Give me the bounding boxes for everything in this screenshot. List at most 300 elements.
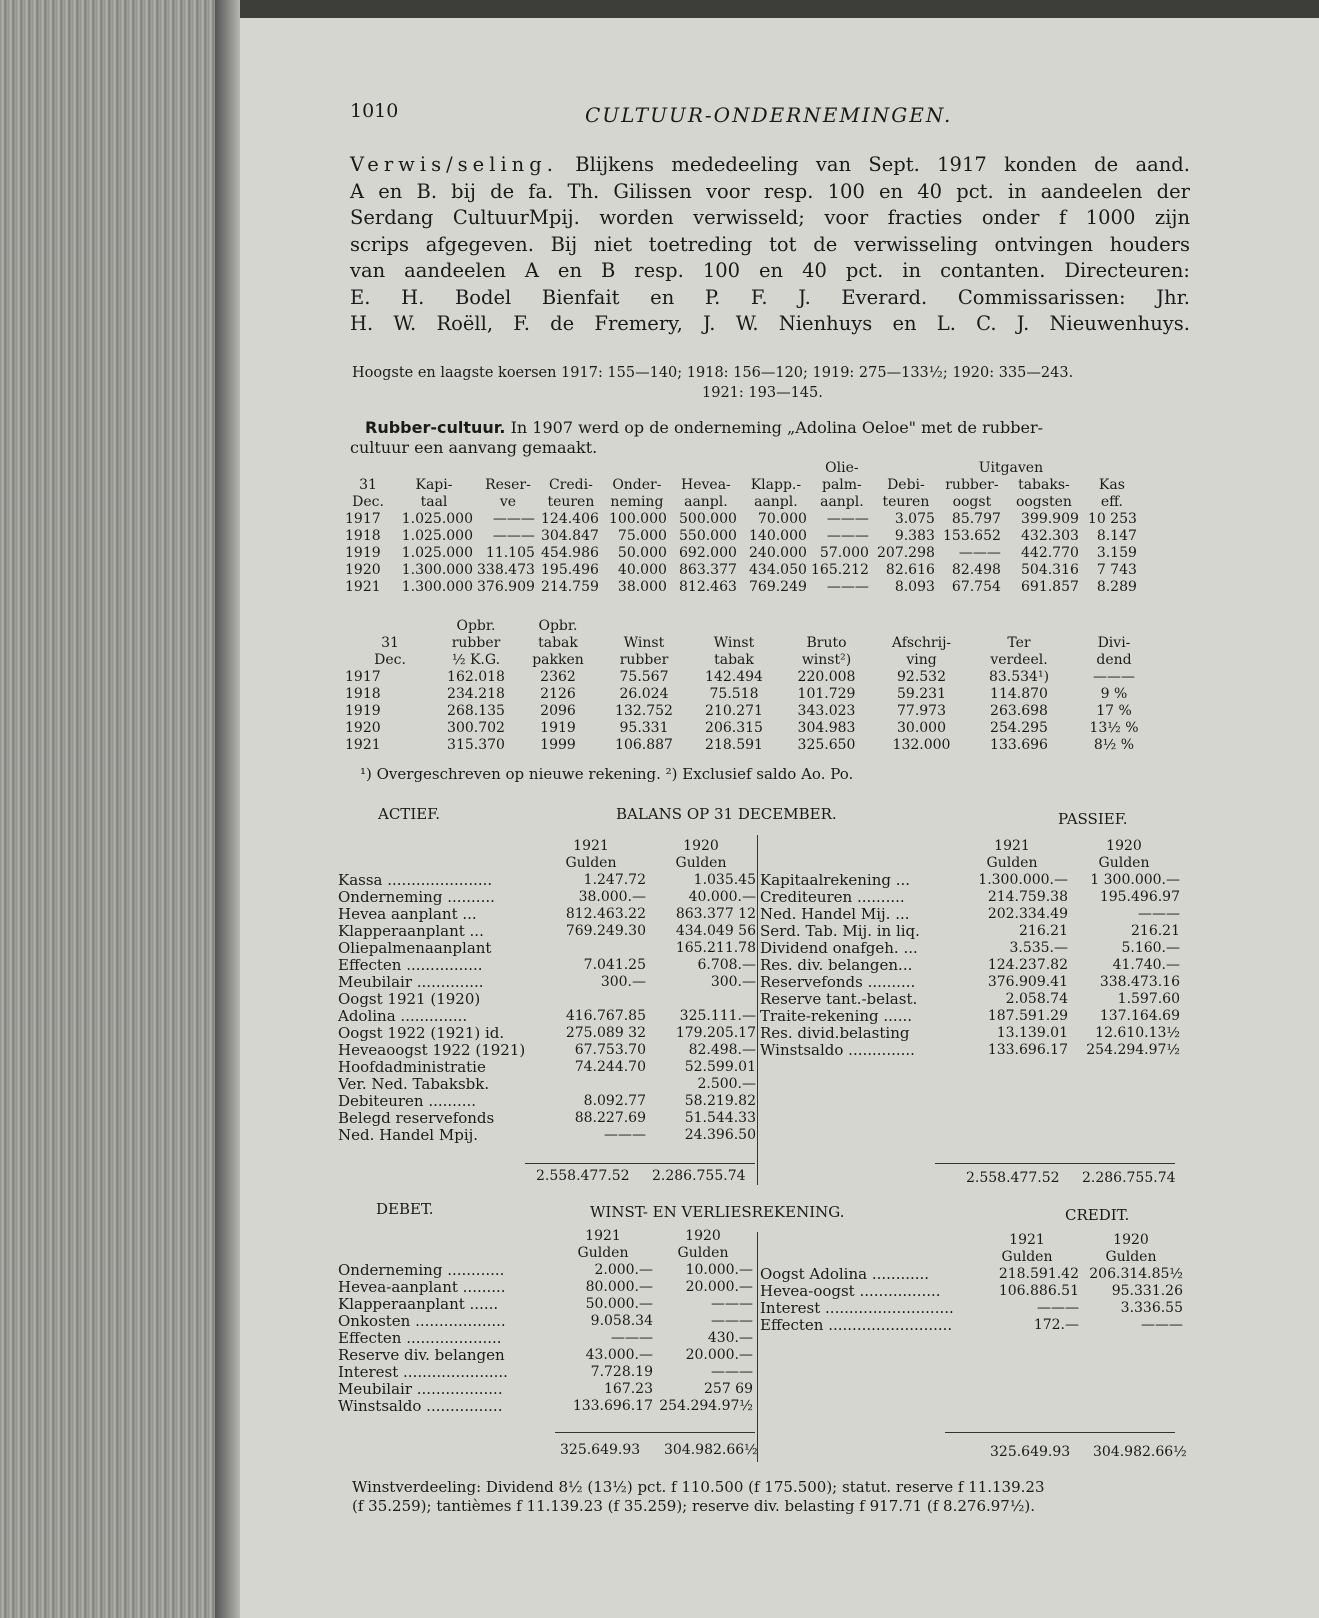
debet-value-1921: 50.000.—: [585, 1296, 653, 1312]
passief-label: Winstsaldo ..............: [760, 1041, 915, 1059]
debet-label: Reserve div. belangen: [338, 1346, 505, 1364]
table1-header-top: [345, 460, 1141, 477]
debet-year-header: [338, 1228, 753, 1245]
passief-label: Res. div. belangen...: [760, 956, 913, 974]
debet-value-1920: ———: [711, 1296, 753, 1312]
actief-value-1920: [646, 991, 756, 1008]
actief-value-1920: 24.396.50: [684, 1127, 756, 1143]
debet-value-1921: 133.696.17: [572, 1398, 653, 1414]
table2-row: [345, 720, 1159, 737]
credit-value-1921: 218.591.42: [998, 1266, 1079, 1282]
winst-credit-table: [760, 1232, 1183, 1334]
table1-row: [345, 579, 1141, 596]
actief-header-blank: [338, 855, 536, 872]
debet-row: [338, 1262, 753, 1279]
table1-header-top-cell: Uitgaven: [978, 460, 1044, 476]
debet-row: [338, 1330, 753, 1347]
debet-value-1920: ———: [711, 1313, 753, 1329]
debet-value-1921: 7.728.19: [590, 1364, 653, 1380]
passief-year: 1921: [994, 838, 1030, 854]
table2-header-cell: 31: [381, 635, 399, 651]
debet-value-1921: 9.058.34: [590, 1313, 653, 1329]
table2-cell: 315.370: [447, 737, 505, 753]
actief-row: [338, 1110, 756, 1127]
actief-value-1920: 40.000.—: [688, 889, 756, 905]
passief-label: Crediteuren ..........: [760, 888, 905, 906]
table2-header-cell: Opbr.: [456, 618, 496, 634]
table1-header-top-cell: [345, 460, 391, 477]
passief-value-1920: 1.597.60: [1117, 991, 1180, 1007]
table2-header-row: [345, 635, 1159, 652]
actief-unit: Gulden: [675, 855, 727, 871]
actief-label: Klapperaanplant ...: [338, 922, 484, 940]
credit-header-blank: [760, 1232, 975, 1249]
debet-row: [338, 1347, 753, 1364]
actief-row: [338, 991, 756, 1008]
actief-value-1921: 67.753.70: [574, 1042, 646, 1058]
table1-cell: 140.000: [749, 528, 807, 544]
intro-line: [350, 311, 1190, 338]
table2-cell: 106.887: [615, 737, 673, 753]
actief-label: Effecten ................: [338, 956, 483, 974]
table1-cell: 1.300.000: [401, 579, 473, 595]
actief-value-1921: 275.089 32: [565, 1025, 646, 1041]
table1-row: [345, 545, 1141, 562]
table1-cell: 10 253: [1087, 511, 1137, 527]
credit-value-1920: 3.336.55: [1120, 1300, 1183, 1316]
table2-cell: 2362: [540, 669, 576, 685]
table1-cell: 500.000: [679, 511, 737, 527]
book-spine: [0, 0, 235, 1618]
table2-cell: 95.331: [619, 720, 669, 736]
table1-cell: 1918: [345, 528, 381, 544]
table1-cell: 863.377: [679, 562, 737, 578]
actief-year: 1921: [573, 838, 609, 854]
balans-actief-total-1921: 2.558.477.52: [536, 1168, 630, 1184]
debet-value-1921: 167.23: [604, 1381, 653, 1397]
table2-cell: 9 %: [1100, 686, 1128, 702]
passief-value-1921: 187.591.29: [987, 1008, 1068, 1024]
intro-line-text: Serdang CultuurMpij. worden verwisseld; voor fracties onder f 1000 zijn: [350, 206, 1190, 229]
table2-header-cell: [689, 618, 779, 635]
passief-value-1921: 376.909.41: [987, 974, 1068, 990]
passief-row: [760, 974, 1180, 991]
actief-value-1921: [536, 991, 646, 1008]
table1-cell: 67.754: [951, 579, 1001, 595]
table1-header-cell: palm-: [822, 477, 862, 493]
credit-value-1921: 172.—: [1033, 1317, 1079, 1333]
table2-cell: 162.018: [447, 669, 505, 685]
passief-row: [760, 1008, 1180, 1025]
winst-credit-title: CREDIT.: [1065, 1206, 1130, 1224]
table1-header-top-cell: Olie-: [825, 460, 859, 476]
winst-credit-rule: [945, 1432, 1175, 1433]
passief-label: Kapitaalrekening ...: [760, 871, 911, 889]
table1-cell: 1920: [345, 562, 381, 578]
balans-actief-table: [338, 838, 756, 1144]
table2-cell: 218.591: [705, 737, 763, 753]
credit-label: Interest ...........................: [760, 1299, 954, 1317]
table2-header-cell: Divi-: [1097, 635, 1131, 651]
table1-cell: 691.857: [1021, 579, 1079, 595]
table2-cell: 17 %: [1096, 703, 1132, 719]
actief-value-1921: 38.000.—: [578, 889, 646, 905]
koersen-line-2: 1921: 193—145.: [702, 385, 823, 401]
debet-year: 1921: [585, 1228, 621, 1244]
table2-header-cell: Dec.: [374, 652, 406, 668]
table1-cell: 165.212: [811, 562, 869, 578]
table2-cell: 101.729: [797, 686, 856, 702]
passief-value-1921: 13.139.01: [996, 1025, 1068, 1041]
debet-label: Meubilair ..................: [338, 1380, 503, 1398]
table1-header-top-cell: [741, 460, 811, 477]
debet-row: [338, 1398, 753, 1415]
table2-cell: 343.023: [797, 703, 856, 719]
rubber-section-text-2: cultuur een aanvang gemaakt.: [350, 438, 598, 457]
credit-label: Effecten ..........................: [760, 1316, 953, 1334]
actief-value-1920: 300.—: [710, 974, 756, 990]
debet-header-blank: [338, 1228, 553, 1245]
passief-value-1920: 137.164.69: [1099, 1008, 1180, 1024]
passief-row: [760, 872, 1180, 889]
table1-header-cell: Credi-: [548, 477, 593, 493]
table1-header-cell: Hevea-: [681, 477, 731, 493]
debet-label: Klapperaanplant ......: [338, 1295, 499, 1313]
passief-value-1921: 214.759.38: [987, 889, 1068, 905]
table2-cell: 1919: [345, 703, 381, 719]
actief-value-1920: 82.498.—: [688, 1042, 756, 1058]
passief-value-1920: 1 300.000.—: [1090, 872, 1180, 888]
passief-header-blank: [760, 855, 956, 872]
table2-cell: 206.315: [705, 720, 763, 736]
debet-label: Winstsaldo ................: [338, 1397, 503, 1415]
passief-value-1920: 338.473.16: [1099, 974, 1180, 990]
actief-label: Oliepalmenaanplant: [338, 939, 492, 957]
passief-value-1920: 254.294.97½: [1086, 1042, 1180, 1058]
balans-actief-title: ACTIEF.: [378, 805, 441, 823]
table1-cell: 812.463: [679, 579, 737, 595]
actief-value-1921: 8.092.77: [583, 1093, 646, 1109]
actief-row: [338, 872, 756, 889]
winst-credit-total-1920: 304.982.66½: [1093, 1444, 1187, 1460]
actief-row: [338, 1127, 756, 1144]
table2-header-cell: rubber: [619, 652, 669, 668]
passief-unit: Gulden: [986, 855, 1038, 871]
table2-header-cell: Ter: [1007, 635, 1031, 651]
table1-cell: 7 743: [1096, 562, 1137, 578]
table2-cell: 304.983: [797, 720, 856, 736]
actief-label: Ver. Ned. Tabaksbk.: [338, 1075, 490, 1093]
table1-header-row: [345, 477, 1141, 494]
balans-actief-total-1920: 2.286.755.74: [652, 1168, 746, 1184]
table2-cell: 325.650: [797, 737, 856, 753]
debet-value-1921: 43.000.—: [585, 1347, 653, 1363]
debet-value-1920: 20.000.—: [685, 1279, 753, 1295]
passief-value-1921: 124.237.82: [987, 957, 1068, 973]
passief-year: 1920: [1106, 838, 1142, 854]
table1-cell: 240.000: [749, 545, 807, 561]
actief-value-1921: 300.—: [600, 974, 646, 990]
table2-header-cell: pakken: [532, 652, 584, 668]
debet-row: [338, 1381, 753, 1398]
table1-cell: 3.075: [894, 511, 935, 527]
debet-value-1920: 254.294.97½: [659, 1398, 753, 1414]
debet-label: Onkosten ...................: [338, 1312, 506, 1330]
table1-cell: 70.000: [757, 511, 807, 527]
passief-row: [760, 991, 1180, 1008]
actief-row: [338, 974, 756, 991]
winstverdeeling-note: [352, 1478, 1045, 1516]
table2-cell: 142.494: [705, 669, 763, 685]
passief-header-blank: [760, 838, 956, 855]
table2-cell: 75.567: [619, 669, 669, 685]
table2-header-cell: verdeel.: [990, 652, 1048, 668]
table2-cell: 254.295: [990, 720, 1048, 736]
table1-cell: 304.847: [541, 528, 599, 544]
table2-cell: ———: [1093, 669, 1135, 685]
actief-value-1920: 434.049 56: [675, 923, 756, 939]
table1-cell: 1.025.000: [401, 528, 473, 544]
table2-row: [345, 703, 1159, 720]
table1-cell: 1921: [345, 579, 381, 595]
balans-divider: [757, 835, 758, 1185]
table1-header-cell: Dec.: [352, 494, 384, 510]
winst-debet-table: [338, 1228, 753, 1415]
winst-debet-title: DEBET.: [376, 1200, 434, 1218]
actief-value-1921: [536, 1076, 646, 1093]
actief-label: Adolina ..............: [338, 1007, 468, 1025]
credit-row: [760, 1266, 1183, 1283]
actief-year-header: [338, 838, 756, 855]
credit-row: [760, 1283, 1183, 1300]
table1-header-top-cell: [477, 460, 539, 477]
table2-row: [345, 669, 1159, 686]
table1-header-cell: oogsten: [1015, 494, 1072, 510]
table1-header-cell: Reser-: [485, 477, 531, 493]
table1-header-top-cell: [539, 460, 603, 477]
table1-header-top-cell: [391, 460, 477, 477]
intro-line-text: van aandeelen A en B resp. 100 en 40 pct. in contanten. Directeuren:: [350, 259, 1190, 282]
financial-table-1: [345, 460, 1141, 596]
table1-header-cell: Onder-: [612, 477, 662, 493]
debet-header-blank: [338, 1245, 553, 1262]
table1-cell: 3.159: [1096, 545, 1137, 561]
table-footnote: ¹) Overgeschreven op nieuwe rekening. ²) Exclusief saldo Ao. Po.: [360, 765, 854, 783]
table2-header-cell: [779, 618, 874, 635]
passief-value-1921: 202.334.49: [987, 906, 1068, 922]
actief-label: Kassa ......................: [338, 871, 493, 889]
actief-label: Heveaoogst 1922 (1921): [338, 1041, 526, 1059]
table1-cell: 85.797: [951, 511, 1001, 527]
debet-row: [338, 1296, 753, 1313]
financial-table-2: [345, 618, 1159, 754]
credit-row: [760, 1300, 1183, 1317]
intro-line-text: E. H. Bodel Bienfait en P. F. J. Everard. Commissarissen: Jhr.: [350, 285, 1190, 309]
table1-cell: 214.759: [541, 579, 599, 595]
table1-header-cell: teuren: [882, 494, 930, 510]
table2-cell: 132.000: [892, 737, 951, 753]
table2-cell: 1918: [345, 686, 381, 702]
table2-cell: 300.702: [447, 720, 505, 736]
table1-cell: 75.000: [617, 528, 667, 544]
table1-cell: 195.496: [541, 562, 599, 578]
table2-header-cell: winst²): [801, 652, 852, 668]
table1-header-cell: Kapi-: [415, 477, 453, 493]
actief-row: [338, 940, 756, 957]
debet-row: [338, 1313, 753, 1330]
intro-spaced-lead: Verwis/seling.: [350, 153, 558, 176]
passief-row: [760, 1025, 1180, 1042]
passief-value-1921: 3.535.—: [1009, 940, 1068, 956]
credit-unit: Gulden: [1001, 1249, 1053, 1265]
credit-label: Hevea-oogst .................: [760, 1282, 941, 1300]
intro-line: [350, 152, 1190, 179]
table1-header-cell: oogst: [952, 494, 992, 510]
table2-header-cell: dend: [1096, 652, 1132, 668]
table1-header-row: [345, 494, 1141, 511]
credit-value-1921: 106.886.51: [998, 1283, 1079, 1299]
passief-value-1921: 133.696.17: [987, 1042, 1068, 1058]
actief-row: [338, 889, 756, 906]
table1-header-cell: neming: [610, 494, 664, 510]
table2-header-row: [345, 618, 1159, 635]
balans-passief-title: PASSIEF.: [1058, 810, 1128, 828]
credit-row: [760, 1317, 1183, 1334]
table1-cell: 432.303: [1021, 528, 1079, 544]
credit-header-blank: [760, 1249, 975, 1266]
table1-cell: ———: [826, 528, 869, 544]
winst-credit-total-1921: 325.649.93: [990, 1444, 1071, 1460]
intro-line: [350, 285, 1190, 312]
debet-label: Effecten ....................: [338, 1329, 502, 1347]
table1-header-cell: aanpl.: [684, 494, 728, 510]
balans-actief-rule: [525, 1163, 755, 1164]
actief-label: Debiteuren ..........: [338, 1092, 477, 1110]
debet-label: Hevea-aanplant .........: [338, 1278, 506, 1296]
table2-cell: 83.534¹): [988, 669, 1050, 685]
table1-cell: 454.986: [541, 545, 599, 561]
table1-cell: 434.050: [749, 562, 807, 578]
intro-line-text: Blijkens mededeeling van Sept. 1917 konden de aand.: [557, 153, 1190, 176]
passief-row: [760, 889, 1180, 906]
table1-cell: 1.300.000: [401, 562, 473, 578]
table1-cell: 153.652: [943, 528, 1001, 544]
table1-cell: 504.316: [1021, 562, 1079, 578]
table1-cell: 692.000: [679, 545, 737, 561]
debet-unit-header: [338, 1245, 753, 1262]
debet-value-1920: 10.000.—: [685, 1262, 753, 1278]
table1-cell: 82.498: [951, 562, 1001, 578]
debet-value-1921: 2.000.—: [594, 1262, 653, 1278]
passief-value-1921: 2.058.74: [1005, 991, 1068, 1007]
table2-header-cell: [969, 618, 1069, 635]
passief-unit: Gulden: [1098, 855, 1150, 871]
table2-header-cell: rubber: [451, 635, 501, 651]
table1-cell: 769.249: [749, 579, 807, 595]
actief-value-1921: 88.227.69: [574, 1110, 646, 1126]
actief-value-1921: 416.767.85: [565, 1008, 646, 1024]
table1-header-top-cell: [1083, 460, 1141, 477]
passief-label: Traite-rekening ......: [760, 1007, 912, 1025]
table2-cell: 132.752: [615, 703, 673, 719]
actief-value-1921: 7.041.25: [583, 957, 646, 973]
passief-unit-header: [760, 855, 1180, 872]
passief-value-1920: 5.160.—: [1121, 940, 1180, 956]
credit-value-1920: ———: [1141, 1317, 1183, 1333]
table1-header-cell: taal: [420, 494, 448, 510]
table1-header-cell: rubber-: [945, 477, 999, 493]
actief-row: [338, 1093, 756, 1110]
table2-header-cell: tabak: [538, 635, 578, 651]
table2-header-cell: Afschrij-: [891, 635, 952, 651]
actief-row: [338, 923, 756, 940]
actief-row: [338, 1025, 756, 1042]
actief-value-1921: 1.247.72: [583, 872, 646, 888]
actief-value-1920: 863.377 12: [675, 906, 756, 922]
table2-header-cell: tabak: [714, 652, 754, 668]
actief-value-1921: 769.249.30: [565, 923, 646, 939]
table2-cell: 114.870: [990, 686, 1048, 702]
table1-cell: 82.616: [885, 562, 935, 578]
debet-unit: Gulden: [577, 1245, 629, 1261]
table2-row: [345, 686, 1159, 703]
actief-unit: Gulden: [565, 855, 617, 871]
table1-row: [345, 562, 1141, 579]
actief-value-1921: 74.244.70: [574, 1059, 646, 1075]
passief-row: [760, 940, 1180, 957]
table1-header-top-cell: [873, 460, 939, 477]
credit-value-1920: 95.331.26: [1111, 1283, 1183, 1299]
table2-header-cell: ving: [906, 652, 937, 668]
debet-value-1921: 80.000.—: [585, 1279, 653, 1295]
debet-row: [338, 1364, 753, 1381]
actief-label: Meubilair ..............: [338, 973, 484, 991]
debet-value-1920: 257 69: [704, 1381, 753, 1397]
table2-cell: 220.008: [797, 669, 856, 685]
passief-label: Serd. Tab. Mij. in liq.: [760, 922, 920, 940]
intro-line-text: H. W. Roëll, F. de Fremery, J. W. Nienhuys en L. C. J. Nieuwenhuys.: [350, 312, 1190, 335]
passief-label: Reservefonds ..........: [760, 973, 916, 991]
table1-cell: ———: [826, 511, 869, 527]
table2-cell: 234.218: [447, 686, 505, 702]
table2-header-cell: [345, 618, 435, 635]
debet-label: Onderneming ............: [338, 1261, 505, 1279]
actief-row: [338, 1076, 756, 1093]
intro-line: [350, 205, 1190, 232]
actief-value-1921: ———: [604, 1127, 646, 1143]
actief-value-1920: 165.211.78: [675, 940, 756, 956]
passief-row: [760, 957, 1180, 974]
table1-header-cell: 31: [359, 477, 377, 493]
table1-header-top-cell: [671, 460, 741, 477]
table1-row: [345, 511, 1141, 528]
table1-cell: ———: [958, 545, 1001, 561]
winst-divider: [757, 1232, 758, 1462]
debet-value-1921: ———: [611, 1330, 653, 1346]
balans-passief-total-1920: 2.286.755.74: [1082, 1170, 1176, 1186]
table2-cell: 210.271: [705, 703, 763, 719]
actief-label: Hoofdadministratie: [338, 1058, 486, 1076]
table1-cell: 1917: [345, 511, 381, 527]
passief-value-1921: 1.300.000.—: [978, 872, 1068, 888]
passief-row: [760, 923, 1180, 940]
actief-row: [338, 906, 756, 923]
table1-cell: 399.909: [1021, 511, 1079, 527]
actief-row: [338, 1042, 756, 1059]
table2-header-cell: [1069, 618, 1159, 635]
intro-line-text: scrips afgegeven. Bij niet toetreding tot de verwisseling ontvingen houders: [350, 232, 1190, 256]
table2-header-row: [345, 652, 1159, 669]
